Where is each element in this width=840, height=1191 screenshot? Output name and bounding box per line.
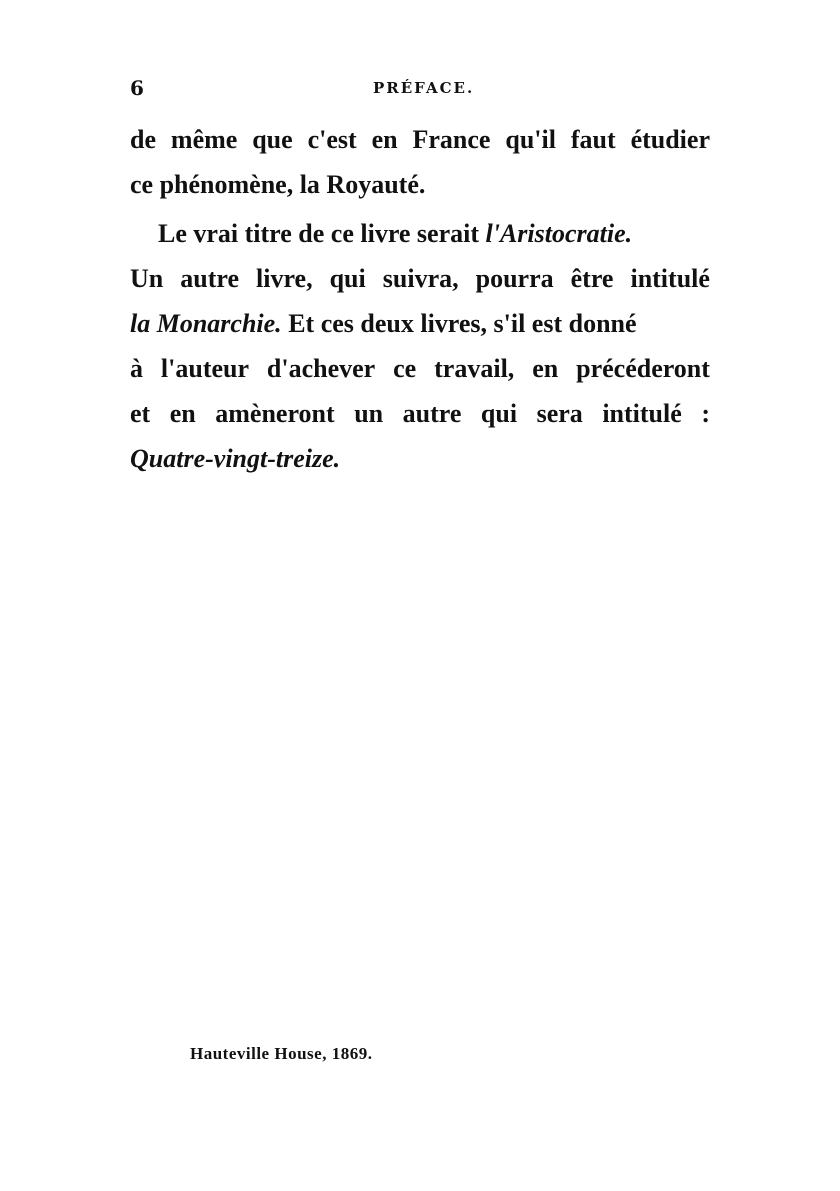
text-span: Et ces deux livres, s'il est donné xyxy=(288,309,637,338)
word: c'est xyxy=(307,125,357,154)
word: en xyxy=(371,125,398,154)
text-line xyxy=(130,301,710,346)
text-line xyxy=(130,391,710,436)
word: amèneront xyxy=(215,399,335,428)
paragraph-1 xyxy=(130,117,710,207)
word: pourra xyxy=(475,264,554,293)
word: sera xyxy=(536,399,583,428)
word: à xyxy=(130,354,143,383)
word: livre, xyxy=(256,264,313,293)
italic-title: l'Aristocratie. xyxy=(485,219,633,248)
text-line: ce phénomène, la Royauté. xyxy=(130,170,426,199)
word: faut xyxy=(570,125,616,154)
text-span: Le vrai titre de ce livre serait xyxy=(158,219,480,248)
word: France xyxy=(412,125,491,154)
word: qu'il xyxy=(505,125,556,154)
text-line xyxy=(130,346,710,391)
word: un xyxy=(354,399,384,428)
word: qui xyxy=(480,399,518,428)
running-title: PRÉFACE. xyxy=(373,79,475,97)
page-number: 6 xyxy=(130,76,144,100)
word: étudier xyxy=(630,125,710,154)
text-line xyxy=(130,436,710,481)
running-head xyxy=(130,74,710,102)
italic-title: la Monarchie. xyxy=(130,309,282,338)
preface-text xyxy=(130,117,710,481)
word: et xyxy=(130,399,151,428)
text-line xyxy=(130,211,710,256)
word: en xyxy=(169,399,196,428)
word: être xyxy=(570,264,614,293)
word: en xyxy=(532,354,559,383)
italic-title: Quatre-vingt-treize. xyxy=(130,444,341,473)
text-line xyxy=(130,256,710,301)
signature-line: Hauteville House, 1869. xyxy=(190,1044,373,1063)
word: l'auteur xyxy=(160,354,250,383)
word: d'achever xyxy=(266,354,376,383)
word: : xyxy=(701,399,710,428)
word: intitulé xyxy=(630,264,710,293)
word: précéderont xyxy=(576,354,710,383)
word: intitulé xyxy=(602,399,682,428)
paragraph-2 xyxy=(130,211,710,481)
word: que xyxy=(252,125,293,154)
text-line xyxy=(130,117,710,162)
word: qui xyxy=(329,264,366,293)
word: autre xyxy=(402,399,462,428)
word: de xyxy=(130,125,156,154)
word: travail, xyxy=(434,354,515,383)
word: même xyxy=(170,125,238,154)
word: autre xyxy=(180,264,239,293)
word: ce xyxy=(393,354,417,383)
word: suivra, xyxy=(382,264,459,293)
word: Un xyxy=(130,264,164,293)
